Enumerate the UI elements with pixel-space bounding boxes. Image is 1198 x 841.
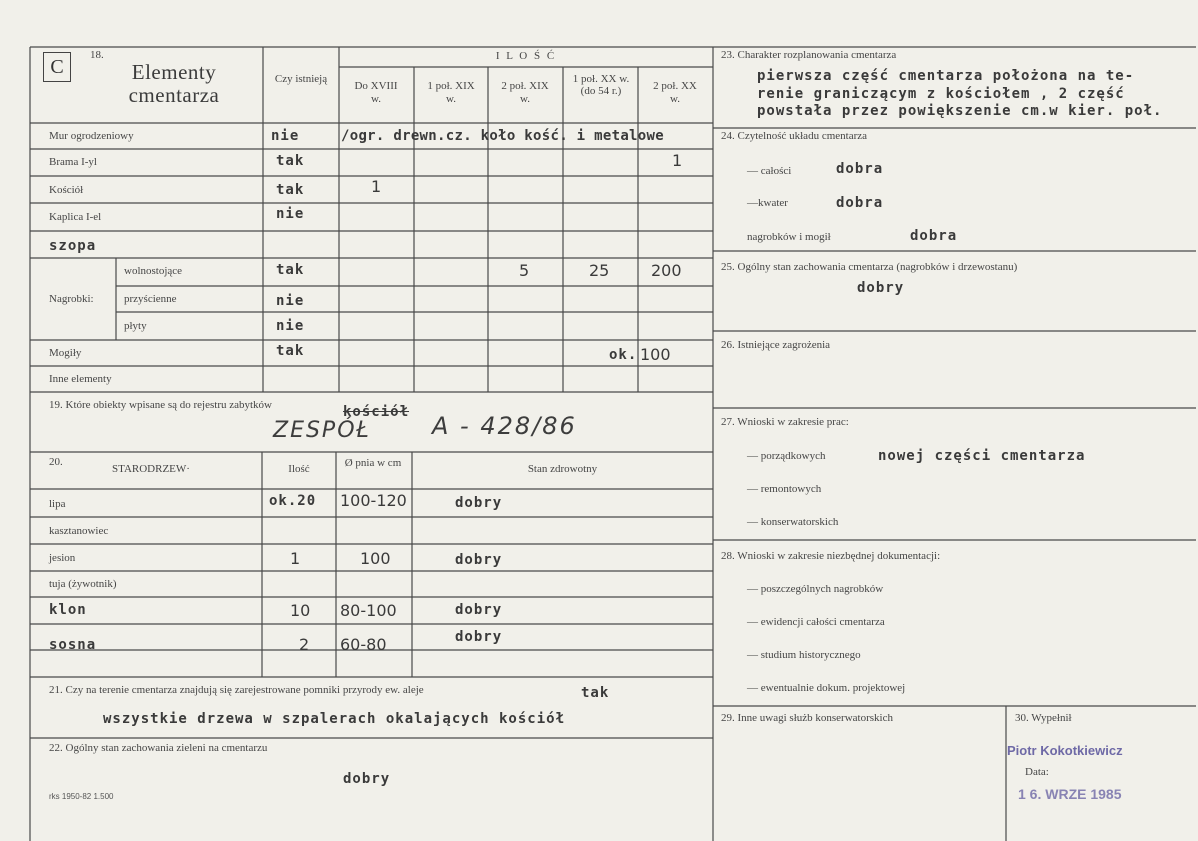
tree-row-name: lipa	[49, 498, 66, 510]
row-label-mur: Mur ogrodzeniowy	[49, 130, 134, 142]
section-23-line: pierwsza część cmentarza położona na te-	[757, 68, 1135, 84]
col-19a-header: 1 poł. XIX w.	[427, 80, 475, 105]
row-value-mur-exists: nie	[271, 128, 300, 144]
section-28-item: — studium historycznego	[747, 649, 861, 661]
row-value-brama-exists: tak	[276, 153, 305, 169]
row-value-kosciol-exists: tak	[276, 182, 305, 198]
row-value-mur-note: /ogr. drewn.cz. koło kość. i metalowe	[341, 128, 664, 144]
tree-row-state: dobry	[455, 629, 503, 645]
row-value-mogily-exists: tak	[276, 343, 305, 359]
section-24-nagrobkow-value: dobra	[910, 228, 958, 244]
section-28-item: — ewidencji całości cmentarza	[747, 616, 885, 628]
section-30-label: 30. Wypełnił	[1015, 712, 1072, 724]
section-30-date-label: Data:	[1025, 766, 1049, 778]
col-istnieje-header: Czy istnieją	[274, 73, 328, 85]
section-21-label: 21. Czy na terenie cmentarza znajdują się zarejestrowane pomniki przyrody ew. aleje	[49, 684, 424, 696]
tree-row-count: 10	[290, 601, 311, 620]
section-24-label: 24. Czytelność układu cmentarza	[721, 130, 868, 142]
section-23-line: renie graniczącym z kościołem , 2 część	[757, 86, 1125, 102]
tree-row-state: dobry	[455, 602, 503, 618]
filled-by-stamp: Piotr Kokotkiewicz	[1007, 743, 1123, 758]
section-26-label: 26. Istniejące zagrożenia	[721, 339, 831, 351]
row-label-kosciol: Kościół	[49, 184, 84, 196]
tree-row-name: jesion	[49, 552, 76, 564]
col-do18-header: Do XVIII w.	[354, 80, 398, 105]
row-value-wolnostojace-20b: 200	[651, 261, 682, 280]
row-label-mogily: Mogiły	[49, 347, 82, 359]
tree-row-diam: 100	[360, 549, 391, 568]
row-label-kaplica: Kaplica I-el	[49, 211, 102, 223]
section-23-label: 23. Charakter rozplanowania cmentarza	[721, 49, 897, 61]
section-20-head-state: Stan zdrowotny	[527, 463, 598, 475]
row-label-przyscienne: przyścienne	[124, 293, 177, 305]
row-value-mogily-20b: 100	[640, 345, 671, 364]
section-19-hand-zespol: ZESPÓŁ	[273, 418, 371, 443]
row-label-plyty: płyty	[124, 320, 147, 332]
section-24-calosci-label: — całości	[747, 165, 792, 177]
section-20-number: 20.	[49, 456, 63, 468]
row-label-szopa: szopa	[49, 238, 97, 254]
section-27-kons-label: — konserwatorskich	[747, 516, 839, 528]
section-22-label: 22. Ogólny stan zachowania zieleni na cmentarzu	[49, 742, 268, 754]
section-21-answer: tak	[581, 685, 610, 701]
section-20-head-count: Ilość	[288, 463, 310, 475]
tree-row-name: sosna	[49, 637, 97, 653]
section-27-porz-label: — porządkowych	[747, 450, 826, 462]
tree-row-state: dobry	[455, 495, 503, 511]
row-value-plyty-exists: nie	[276, 318, 305, 334]
section-28-label: 28. Wnioski w zakresie niezbędnej dokumentacji:	[721, 550, 941, 562]
tree-row-count: 1	[290, 549, 301, 568]
section-24-nagrobkow-label: nagrobków i mogił	[747, 231, 831, 243]
nagrobki-label: Nagrobki:	[49, 293, 94, 305]
section-22-answer: dobry	[343, 771, 391, 787]
section-letter-box: C	[43, 52, 71, 82]
section-24-calosci-value: dobra	[836, 161, 884, 177]
tree-row-diam: 80-100	[340, 601, 397, 620]
tree-row-count: ok.20	[269, 493, 317, 509]
section-27-porz-value: nowej części cmentarza	[878, 448, 1086, 464]
section-21-detail: wszystkie drzewa w szpalerach okalających kościół	[103, 711, 566, 727]
section-27-rem-label: — remontowych	[747, 483, 822, 495]
row-label-wolnostojace: wolnostojące	[124, 265, 183, 277]
row-value-wolnostojace-19b: 5	[519, 261, 530, 280]
section-29-label: 29. Inne uwagi służb konserwatorskich	[721, 712, 893, 724]
date-stamp: 1 6. WRZE 1985	[1018, 786, 1122, 802]
section-25-label: 25. Ogólny stan zachowania cmentarza (nagrobków i drzewostanu)	[721, 261, 1018, 273]
section-23-line: powstała przez powiększenie cm.w kier. poł.	[757, 103, 1163, 119]
section-27-label: 27. Wnioski w zakresie prac:	[721, 416, 849, 428]
tree-row-state: dobry	[455, 552, 503, 568]
tree-row-name: kasztanowiec	[49, 525, 109, 537]
section-24-kwater-value: dobra	[836, 195, 884, 211]
row-value-wolnostojace-exists: tak	[276, 262, 305, 278]
col-20a-header: 1 poł. XX w. (do 54 r.)	[572, 73, 630, 97]
row-value-kaplica-exists: nie	[276, 206, 305, 222]
tree-row-name: tuja (żywotnik)	[49, 578, 117, 590]
section-20-head-diam: Ø pnia w cm	[344, 457, 402, 469]
col-19b-header: 2 poł. XIX w.	[501, 80, 549, 105]
section-20-head-name: STARODRZEW·	[112, 463, 190, 475]
tree-row-name: klon	[49, 602, 87, 618]
tree-row-diam: 100-120	[340, 491, 407, 510]
section-18-number: 18.	[90, 49, 104, 61]
row-value-wolnostojace-20a: 25	[589, 261, 610, 280]
row-value-brama-20b: 1	[672, 151, 683, 170]
row-label-inne: Inne elementy	[49, 373, 112, 385]
section-28-item: — ewentualnie dokum. projektowej	[747, 682, 906, 694]
row-value-przyscienne-exists: nie	[276, 293, 305, 309]
tree-row-count: 2	[299, 635, 310, 654]
section-28-item: — poszczególnych nagrobków	[747, 583, 884, 595]
section-19-hand-register: A - 428/86	[432, 412, 577, 440]
section-18-title: Elementy cmentarza	[128, 60, 220, 107]
col-ilosc-header: I L O Ś Ć	[495, 50, 557, 62]
section-19-struck: kościół	[343, 404, 410, 420]
row-label-brama: Brama I-yl	[49, 156, 97, 168]
tree-row-diam: 60-80	[340, 635, 387, 654]
footer-print-code: rks 1950-82 1.500	[49, 792, 114, 801]
section-24-kwater-label: —kwater	[747, 197, 788, 209]
section-19-label: 19. Które obiekty wpisane są do rejestru zabytków	[49, 399, 272, 411]
col-20b-header: 2 poł. XX w.	[653, 80, 697, 105]
section-25-answer: dobry	[857, 280, 905, 296]
row-value-kosciol-do18: 1	[371, 177, 382, 196]
row-value-mogily-20a: ok.	[609, 347, 638, 363]
